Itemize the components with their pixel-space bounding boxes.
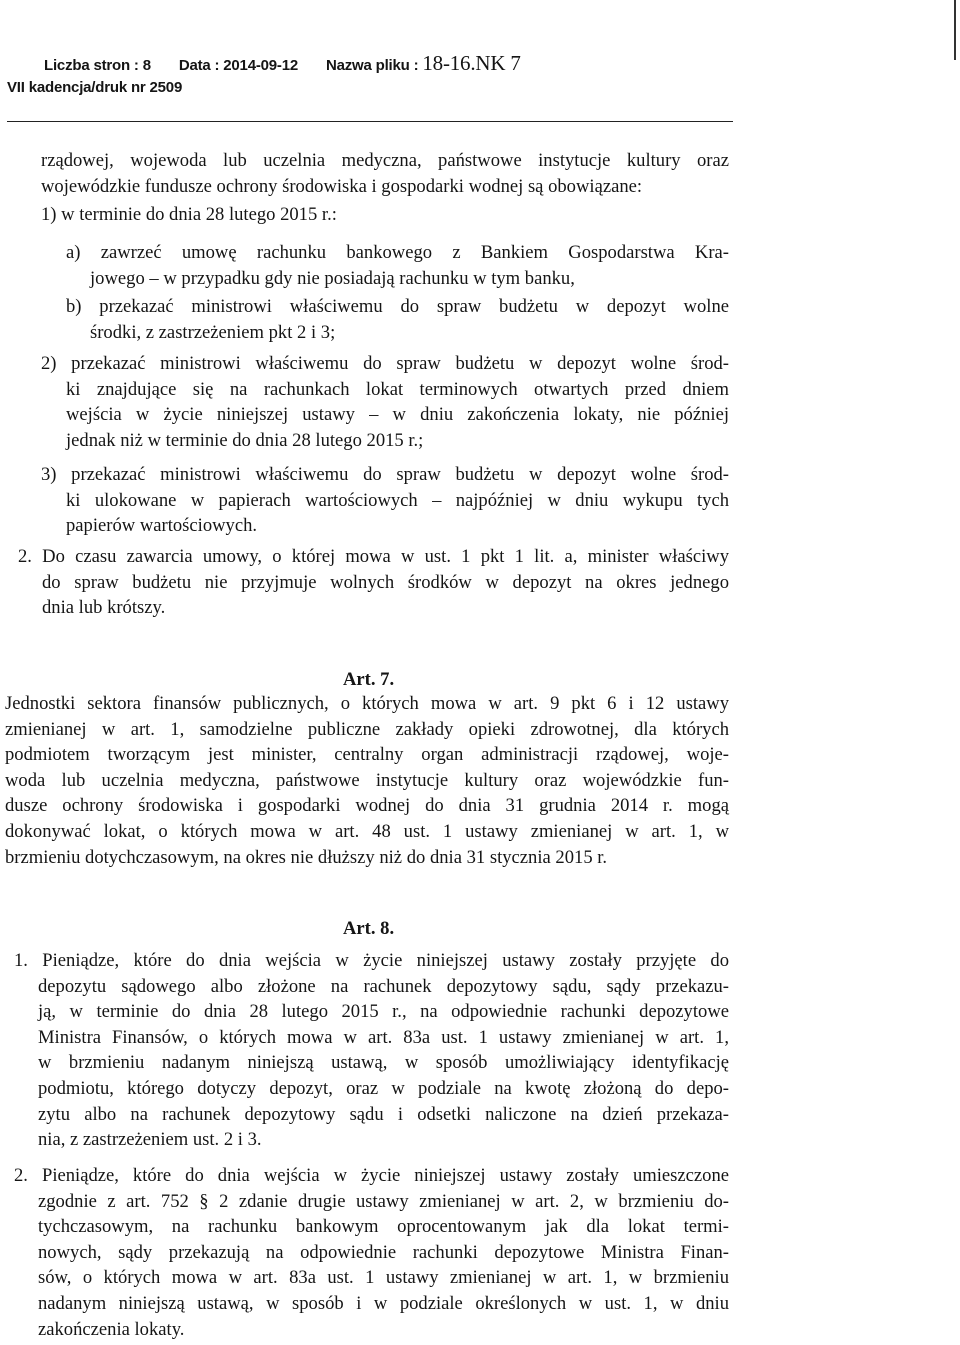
header-divider bbox=[7, 121, 733, 122]
article-8-heading: Art. 8. bbox=[343, 918, 395, 939]
page-edge-mark bbox=[954, 0, 956, 60]
paragraph-continuation: rządowej, wojewoda lub uczelnia medyczna, państwowe instytucje kultury oraz wojewódzkie fundusze ochrony środowiska i gospodarki wodnej są obowiązane: bbox=[41, 150, 729, 197]
document-date: Data : 2014-09-12 bbox=[178, 57, 298, 74]
list-item-1: 1) w terminie do dnia 28 lutego 2015 r.: bbox=[41, 204, 337, 225]
list-item-3: 3) przekazać ministrowi właściwemu do spraw budżetu w depozyt wolne środ- ki ulokowane w papierach wartościowych – najpóźniej w dniu wykupu tych papierów wartościowych. bbox=[41, 464, 729, 537]
list-item-1b: b) przekazać ministrowi właściwemu do spraw budżetu w depozyt wolne środki, z zastrzeżeniem pkt 2 i 3; bbox=[66, 296, 729, 343]
article-8-paragraph-2: 2. Pieniądze, które do dnia wejścia w życie niniejszej ustawy zostały umieszczone zgodnie z art. 752 § 2 zdanie drugie ustawy zmienianej w art. 2, w brzmieniu do- tychczasowym, na rachunku bankowym oprocentowanym jak dla lokat termi- nowych, sądy przekazują na odpowiednie rachunki depozytowe Ministra Finan- sów, o których mowa w art. 83a ust. 1 ustawy zmienianej w art. 1, w brzmieniu nadanym niniejszą ustawą, w sposób i w podziale określonych w ust. 1, w dniu zakończenia lokaty. bbox=[14, 1165, 729, 1340]
list-item-1a: a) zawrzeć umowę rachunku bankowego z Bankiem Gospodarstwa Kra- jowego – w przypadku gdy nie posiadają rachunku w tym banku, bbox=[66, 242, 729, 289]
list-item-2: 2) przekazać ministrowi właściwemu do spraw budżetu w depozyt wolne środ- ki znajdujące się na rachunkach lokat terminowych otwartych przed dniem wejścia w życie niniejszej ustawy – w dniu zakończenia lokaty, nie później jednak niż w terminie do dnia 28 lutego 2015 r.; bbox=[41, 353, 729, 451]
print-number: VII kadencja/druk nr 2509 bbox=[7, 79, 183, 96]
page-count: Liczba stron : 8 bbox=[44, 57, 151, 74]
article-7-heading: Art. 7. bbox=[343, 669, 395, 690]
article-8-paragraph-1: 1. Pieniądze, które do dnia wejścia w życie niniejszej ustawy zostały przyjęte do depozytu sądowego albo złożone na rachunek depozytowy sądu, sądy przekazu- ją, w terminie do dnia 28 lutego 2015 r., na odpowiednie rachunki depozytowe Ministra Finansów, o których mowa w art. 83a ust. 1 ustawy zmienianej w art. 1, w brzmieniu nadanym niniejszą ustawą, w sposób umożliwiający identyfikację podmiotu, którego dotyczy depozyt, oraz w podziale na kwotę złożoną do depo- zytu albo na rachunek depozytowy sądu i odsetki naliczone na dzień przekaza- nia, z zastrzeżeniem ust. 2 i 3. bbox=[14, 950, 729, 1151]
paragraph-2: 2. Do czasu zawarcia umowy, o której mowa w ust. 1 pkt 1 lit. a, minister właściwy do spraw budżetu nie przyjmuje wolnych środków w depozyt na okres jednego dnia lub krótszy. bbox=[18, 546, 729, 619]
article-7-text: Jednostki sektora finansów publicznych, o których mowa w art. 9 pkt 6 i 12 ustawy zmienianej w art. 1, samodzielne publiczne zakłady opieki zdrowotnej, dla których podmiotem tworzącym jest minister, centralny organ administracji rządowej, woje- woda lub uczelnia medyczna, państwowe instytucje kultury oraz wojewódzkie fun- dusze ochrony środowiska i gospodarki wodnej do dnia 31 grudnia 2014 r. mogą dokonywać lokat, o których mowa w art. 48 ust. 1 ustawy zmienianej w art. 1, w brzmieniu dotychczasowym, na okres nie dłuższy niż do dnia 31 stycznia 2015 r. bbox=[5, 693, 729, 868]
file-name: Nazwa pliku : 18-16.NK 7 bbox=[325, 51, 521, 75]
